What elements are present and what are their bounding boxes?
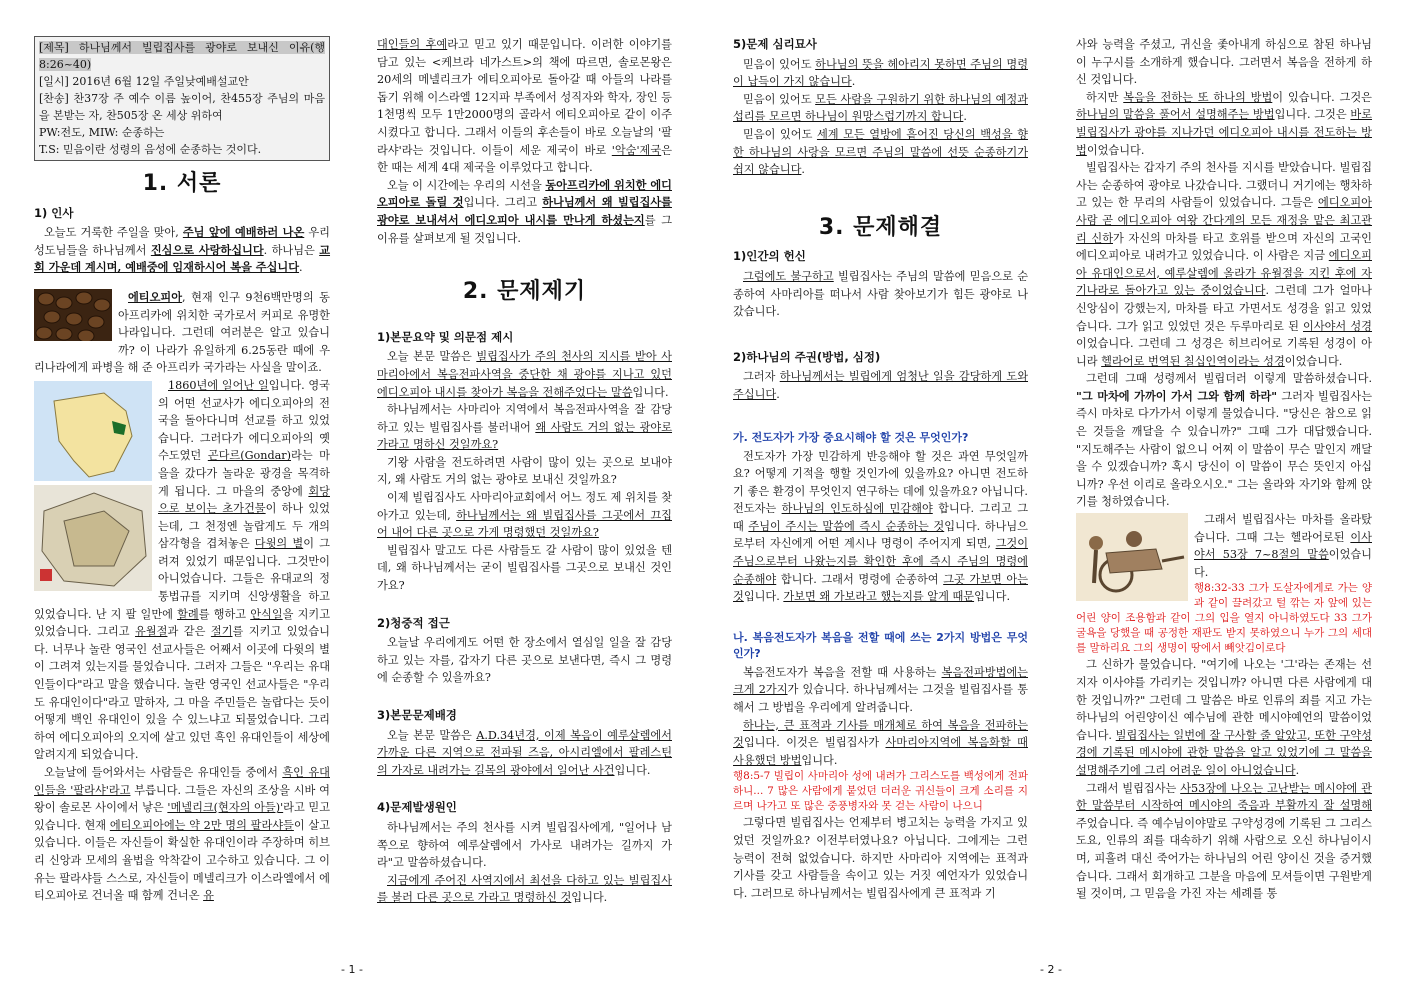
chariot-illustration-image bbox=[1076, 513, 1188, 601]
paragraph: 기왕 사람을 전도하려면 사람이 많이 있는 곳으로 보내야지, 왜 사람도 거의 없는 광야로 보내신 것일까요? bbox=[377, 455, 672, 487]
paragraph: 오늘도 거룩한 주일을 맞아, 주님 앞에 예배하러 나온 우리 성도님들을 하나님께서 진심으로 사랑하십니다. 하나님은 교회 가운데 계시며, 예배중에 임재하시어 복을 주십니다. bbox=[34, 225, 331, 275]
paragraph: 1860년에 일어난 일입니다. 영국의 어떤 선교사가 에디오피아의 전국을 돌아다니며 선교를 하고 있었습니다. 그러다가 에디오피아의 옛 수도였던 곤다르(Gondar)라는 마을을 갔다가 놀라운 광경을 목격하게 됩니다. 그 마을의 중앙에 회당으로 보이는 초가건물이 하나 있었는데, 그 천정엔 놀랍게도 두 개의 삼각형을 겹쳐놓은 다윗의 별이 그려져 있었기 때문입니다. 그것만이 아니었습니다. 그들은 유대교의 정통법규를 지키며 신앙생활을 하고 있었습니다. 난 지 팔 일만에 할례를 행하고 안식일을 지키고 있었습니다. 그리고 유월절과 같은 절기를 지키고 있었습니다. 너무나 놀란 영국인 선교사들은 어째서 이곳에 다윗의 별이 그려져 있는지를 물었습니다. 그러자 그들은 "우리는 유대인들이다"라고 말을 했습니다. 놀란 영국인 선교사들은 "우리도 유대인이다"라고 말하자, 그 마을 주민들은 놀랍다는 듯이 어떻게 백인 유대인이 있을 수 있느냐고 되물었습니다. 그리하여 에디오피아의 오지에 살고 있던 흑인 유대인들이 세상에 알려지게 되었습니다. bbox=[34, 378, 330, 762]
heading-greeting: 1) 인사 bbox=[34, 205, 74, 220]
sermon-date: [일시] 2016년 6월 12일 주일낮예배설교안 bbox=[39, 75, 249, 88]
paragraph: 믿음이 있어도 하나님의 뜻을 헤아리지 못하면 주님의 명령이 납득이 가지 않습니다. bbox=[733, 57, 1028, 89]
heading-cause: 4)문제발생원인 bbox=[377, 800, 457, 815]
sermon-pw: PW:전도, MIW: 순종하는 bbox=[39, 126, 165, 139]
heading-question-b: 나. 복음전도자가 복음을 전할 때에 쓰는 2가지 방법은 무엇인가? bbox=[733, 630, 1028, 660]
paragraph: 대인들의 후예라고 믿고 있기 때문입니다. 이러한 이야기를 담고 있는 <케브라 네가스트>의 책에 따르면, 솔로몬왕은 20세의 메넬리크가 에티오피아로 돌아갈 때 아들의 나라를 돕기 위해 이스라엘 12지파 부족에서 성직자와 학자, 장인 등 1천명씩 모두 1만2000명의 골라서 에티오피아로 같이 이주시켰다고 합니다. 그래서 이들의 후손들이 바로 오늘날의 '팔라샤'라는 것입니다. 이들이 세운 제국이 바로 '악숨'제국은 한 때는 세계 4대 제국을 이루었다고 합니다. bbox=[377, 38, 672, 175]
sermon-info-box bbox=[34, 36, 330, 161]
heading-devotion: 1)인간의 헌신 bbox=[733, 249, 806, 264]
column-2 bbox=[377, 36, 672, 907]
paragraph: 빌립집사 말고도 다른 사람들도 갈 사람이 많이 있었을 텐데, 왜 하나님께서는 굳이 빌립집사를 그곳으로 보내신 것인가요? bbox=[377, 543, 672, 593]
paragraph: 믿음이 있어도 모든 사람을 구원하기 위한 하나님의 예정과 섭리를 모르면 하나님이 원망스럽기까지 합니다. bbox=[733, 92, 1028, 124]
paragraph: 사와 능력을 주셨고, 귀신을 좇아내게 하심으로 참된 하나님이 누구시를 소개하게 했습니다. 그러면서 복음을 전하게 하신 것입니다. bbox=[1076, 38, 1372, 87]
paragraph: 그렇다면 빌립집사는 언제부터 병고치는 능력을 가지고 있었던 것일까요? 이전부터였나요? 아닙니다. 그에게는 그런 능력이 전혀 없었습니다. 하지만 사마리아 지역에는 표적과 기사를 갖고 사람들을 속이고 있는 거짓 예언자가 있었습니다. 그러므로 하나님께서는 빌립집사에게 큰 표적과 기 bbox=[733, 816, 1028, 900]
paragraph: 하지만 복음을 전하는 또 하나의 방법이 있습니다. 그것은 하나님의 말씀을 풀어서 설명해주는 방법입니다. 그것은 바로 빌립집사가 광야를 지나가던 에디오피아 내시를 전도하는 방법이었습니다. bbox=[1076, 90, 1373, 157]
paragraph: 에티오피아, 현재 인구 9천6백만명의 동아프리카에 위치한 국가로서 커피로 유명한 나라입니다. 그런데 여러분은 알고 있습니까? 이 나라가 유일하게 6.25동란 때에 우리나라에게 파병을 해 준 아프리카 국가라는 사실을 말이죠. bbox=[34, 289, 330, 375]
heading-psychology: 5)문제 심리묘사 bbox=[733, 37, 817, 51]
heading-introduction: 1. 서론 bbox=[142, 171, 222, 196]
heading-question-a: 가. 전도자가 가장 중요시해야 할 것은 무엇인가? bbox=[733, 430, 969, 444]
paragraph: 그래서 빌립집사는 사53장에 나오는 고난받는 메시야에 관한 말씀부터 시작하여 메시야의 죽음과 부활까지 잘 설명해 주었습니다. 즉 예수님이야말로 구약성경에 기록된 그 그리스도요, 인류의 죄를 대속하기 위해 사람으로 오신 하나님이시며, 피흘려 대신 죽어가는 하나님의 어린 양이신 것을 증거했습니다. 그래서 회개하고 그분을 마음에 모셔들이면 구원받게 될 것이며, 그 믿음을 가진 자는 세례를 통 bbox=[1076, 781, 1372, 901]
paragraph: 그런데 그때 성령께서 빌립더러 이렇게 말씀하셨습니다. "그 마차에 가까이 가서 그와 함께 하라" 그러자 빌립집사는 즉시 마차로 다가가서 이렇게 물었습니다. "당신은 참으로 읽은 것들을 깨달을 수 있습니까?" 그때 그가 대답했습니다. "지도해주는 사람이 없으니 어찌 이 말씀이 무슨 말인지 깨달을 수 있겠습니까? 혹시 당신이 이 말씀이 무슨 뜻인지 아십니까? 우선 이리로 올라오시오." 그는 올라와 자기와 함께 앉기를 청하였습니다. bbox=[1076, 372, 1373, 509]
page-number-1: - 1 - bbox=[341, 963, 363, 976]
sermon-title: [제목] 하나님께서 빌립집사를 광야로 보내신 이유(행8:26~40) bbox=[39, 41, 325, 71]
paragraph: 하나님께서는 사마리아 지역에서 복음전파사역을 잘 감당하고 있는 빌립집사를 불러내어 왜 사람도 거의 없는 광야로 가라고 명하신 것일까요? bbox=[377, 403, 673, 452]
heading-background: 3)본문문제배경 bbox=[377, 708, 457, 722]
paragraph: 오늘 이 시간에는 우리의 시선을 동아프리카에 위치한 에디오피아로 돌릴 것입니다. 그리고 하나님께서 왜 빌립집사를 광야로 보내셔서 에디오피아 내시를 만나게 하셨는지를 그 이유를 살펴보게 될 것입니다. bbox=[377, 177, 673, 245]
paragraph: 오늘날 우리에게도 어떤 한 장소에서 열심일 일을 잘 감당하고 있는 자를, 갑자기 다른 곳으로 보낸다면, 즉시 그 명령에 순종할 수 있을까요? bbox=[377, 636, 672, 685]
paragraph: 이제 빌립집사도 사마리아교회에서 어느 정도 제 위치를 찾아가고 있는데, 하나님께서는 왜 빌립집사를 그곳에서 끄집어 내어 다른 곳으로 가게 명령했던 것일까요? bbox=[377, 491, 672, 540]
heading-problem: 2. 문제제기 bbox=[462, 279, 587, 305]
paragraph: 복음전도자가 복음을 전할 때 사용하는 복음전파방법에는 크게 2가지가 있습니다. 하나님께서는 그것을 빌립집사를 통해서 그 방법을 우리에게 알려줍니다. bbox=[733, 665, 1029, 715]
column-3 bbox=[733, 36, 1028, 902]
paragraph: 그래서 빌립집사는 마차를 올라탔습니다. 그때 그는 헬라어로된 이사야서 53장 7~8절의 말씀이었습니다. bbox=[1194, 513, 1372, 579]
paragraph: 그러자 하나님께서는 빌립에게 엄청난 일을 감당하게 도와주십니다. bbox=[733, 370, 1029, 401]
paragraph: 그 신하가 물었습니다. "여기에 나오는 '그'라는 존재는 선지자 이사야를 가리키는 것입니까? 아니면 다른 사람에게 대한 것입니까?" 그런데 그 말씀은 바로 인류의 죄를 지고 가는 하나님의 어린양이신 예수님에 관한 메시야예언의 말씀이었습니다. 빌립집사는 일번에 잘 구사할 줄 알았고, 또한 구약성경에 기록된 메시야에 관한 말씀을 알고 있었기에 그 말씀을 설명해주기에 그리 어려운 일이 아니었습니다. bbox=[1076, 658, 1373, 777]
heading-summary: 1)본문요약 및 의문점 제시 bbox=[377, 329, 514, 344]
coffee-beans-image bbox=[34, 289, 112, 341]
heading-sovereignty: 2)하나님의 주권(방법, 심정) bbox=[733, 349, 881, 364]
paragraph: 지금에게 주어진 사역지에서 최선을 다하고 있는 빌립집사를 불러 다른 곳으로 가라고 명령하신 것입니다. bbox=[377, 873, 672, 905]
scripture-quote: 행8:32-33 그가 도살자에게로 가는 양과 같이 끌려갔고 털 깎는 자 앞에 있는 어린 양이 조용함과 같이 그의 입을 열지 아니하였도다 33 그가 굴욕을 당했을 때 공정한 재판도 받지 못하였으니 누가 그의 세대를 말하리요 그의 생명이 땅에서 빼앗김이로다 bbox=[1076, 582, 1372, 655]
paragraph: 믿음이 있어도 세계 모든 열방에 흩어진 당신의 백성을 향한 하나님의 사랑을 모르면 주님의 말씀에 선뜻 순종하기가 쉽지 않습니다. bbox=[733, 127, 1028, 177]
paragraph: 오늘날에 들어와서는 사람들은 유대인들 중에서 흑인 유대인들을 '팔라샤'라고 부릅니다. 그들은 자신의 조상을 시바 여왕이 솔로몬 사이에서 낳은 '메넬리크(현자의 아들)'라고 믿고 있습니다. 현재 에티오피아에는 약 2만 명의 팔라샤들이 살고 있습니다. 이들은 자신들이 확실한 유대인이라 주장하며 히브리 신앙과 모세의 율법을 악착같이 고수하고 있습니다. 그 이유는 팔라샤들 스스로, 자신들이 메넬리크가 이스라엘에서 에티오피아로 건너올 때 함께 건너온 유 bbox=[34, 766, 331, 903]
page-number-2: - 2 - bbox=[1040, 963, 1062, 976]
column-1 bbox=[34, 36, 330, 905]
paragraph: 오늘 본문 말씀은 빌립집사가 주의 천사의 지시를 받아 사마리아에서 복음전파사역을 중단한 채 광야를 지나고 있던 에디오피아 내시를 찾아가 복음을 전해주었다는 말씀입니다. bbox=[377, 350, 672, 399]
sermon-hymns: [찬송] 찬37장 주 예수 이름 높이어, 찬455장 주님의 마음을 본받는 자, 찬505장 온 세상 위하여 bbox=[39, 92, 325, 122]
paragraph: 빌립집사는 갑자기 주의 천사를 지시를 받았습니다. 빌립집사는 순종하여 광야로 나갔습니다. 그랬더니 거기에는 행차하고 있는 한 무리의 사람들이 있었습니다. 그들은 에디오피아 사람 곧 에디오피아 여왕 간다게의 모든 재정을 맡은 최고관리 신하가 자신의 마차를 타고 호위를 받으며 자신의 고국인 에디오피아로 내려가고 있었습니다. 이 사람은 지금 에디오피아 유대인으로서, 예루살렘에 올라가 유월절을 지킨 후에 자기나라로 돌아가고 있는 중이었습니다. 그런데 그가 얼마나 신앙심이 강했는지, 마차를 타고 가면서도 성경을 읽고 있었습니다. 그가 읽고 있었던 것은 두루마리로 된 이사야서 성경이었습니다. 그런데 그 성경은 히브리어로 기록된 성경이 아니라 헬라어로 번역된 칠십인역이라는 성경이었습니다. bbox=[1076, 161, 1372, 368]
scripture-quote: 행8:5-7 빌립이 사마리아 성에 내려가 그리스도를 백성에게 전파하니... 7 많은 사람에게 붙었던 더러운 귀신들이 크게 소리를 지르며 나가고 또 많은 중풍병자와 못 걷는 사람이 나으니 bbox=[733, 770, 1028, 813]
paragraph: 하나님께서는 주의 천사를 시켜 빌립집사에게, "일어나 남쪽으로 향하여 예루살렘에서 가사로 내려가는 길까지 가라"고 말씀하셨습니다. bbox=[377, 820, 672, 870]
sermon-ts: T.S: 믿음이란 성령의 음성에 순종하는 것이다. bbox=[39, 143, 262, 156]
heading-audience: 2)청중적 접근 bbox=[377, 615, 450, 630]
heading-solution: 3. 문제해결 bbox=[818, 214, 943, 240]
paragraph: 전도자가 가장 민감하게 반응해야 할 것은 과연 무엇일까요? 어떻게 기적을 행할 것인가에 있을까요? 아니면 전도하기 좋은 환경이 무엇인지 연구하는 데에 있을까요? 아닙니다. 전도자는 하나님의 인도하심에 민감해야 합니다. 그리고 그때 주님이 주시는 말씀에 즉시 순종하는 것입니다. 하나님으로부터 자신에게 어떤 계시나 명령이 주어지게 되면, 그것이 주님으로부터 나왔는지를 확인한 후에 즉시 주님의 명령에 순종해야 합니다. 그래서 명령에 순종하여 그곳 가보면 아는 것입니다. 가보면 왜 가보라고 했는지를 알게 때문입니다. bbox=[733, 449, 1028, 604]
paragraph: 그럼에도 불구하고 빌립집사는 주님의 말씀에 믿음으로 순종하여 사마리아를 떠나서 사람 찾아보기가 힘든 광야로 나갔습니다. bbox=[733, 269, 1028, 319]
paragraph: 하나는, 큰 표적과 기사를 매개체로 하여 복음을 전파하는 것입니다. 이것은 빌립집사가 사마리아지역에 복음화할 때 사용했던 방법입니다. bbox=[733, 718, 1028, 767]
paragraph: 오늘 본문 말씀은 A.D.34년경, 이제 복음이 예루살렘에서 가까운 다른 지역으로 전파될 즈음, 아시리엘에서 팔레스틴의 가자로 내려가는 길목의 광야에서 일어난 사건입니다. bbox=[377, 728, 672, 777]
column-4 bbox=[1076, 36, 1372, 903]
ethiopia-map-image bbox=[34, 381, 152, 591]
